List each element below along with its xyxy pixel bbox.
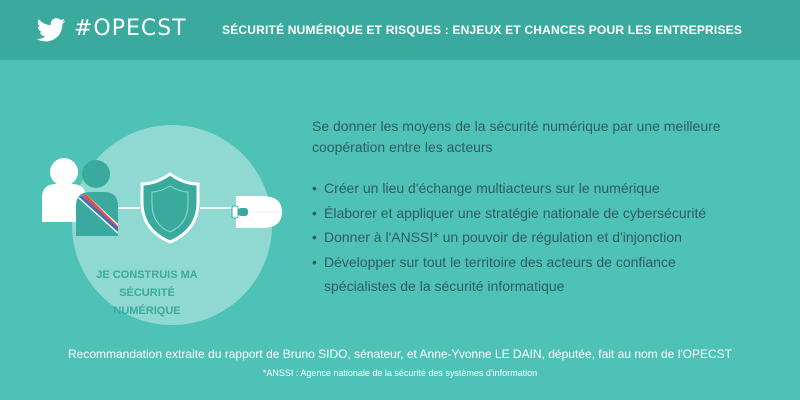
illustration-label-line1: JE CONSTRUIS MA SÉCURITÉ — [96, 269, 198, 299]
list-item: • Développer sur tout le territoire des acteurs de confiance spécialistes de la sécurité informatique — [312, 253, 676, 294]
bullet-list — [312, 176, 706, 299]
list-item: • Élaborer et appliquer une stratégie nationale de cybersécurité — [312, 204, 707, 221]
list-item: • Donner à l'ANSSI* un pouvoir de régulation et d'injonction — [312, 229, 682, 245]
header-bar — [0, 0, 800, 60]
content-heading: Se donner les moyens de la sécurité numérique par une meilleure coopération entre les acteurs — [312, 118, 721, 155]
list-item: • Créer un lieu d'échange multiacteurs sur le numérique — [312, 180, 660, 196]
hashtag[interactable]: #OPECST — [74, 16, 187, 41]
twitter-icon[interactable] — [36, 18, 66, 42]
illustration-label — [72, 266, 222, 320]
footer-source: Recommandation extraite du rapport de Bruno SIDO, sénateur, et Anne-Yvonne LE DAIN, députée, fait au nom de l'OPECST — [67, 347, 732, 361]
page-title: SÉCURITÉ NUMÉRIQUE ET RISQUES : ENJEUX ET CHANCES POUR LES ENTREPRISES — [222, 23, 743, 37]
mouse-icon — [232, 196, 282, 228]
footer-note: *ANSSI : Agence nationale de la sécurité des systèmes d'information — [262, 368, 538, 378]
illustration-label-line2: NUMÉRIQUE — [113, 305, 181, 317]
